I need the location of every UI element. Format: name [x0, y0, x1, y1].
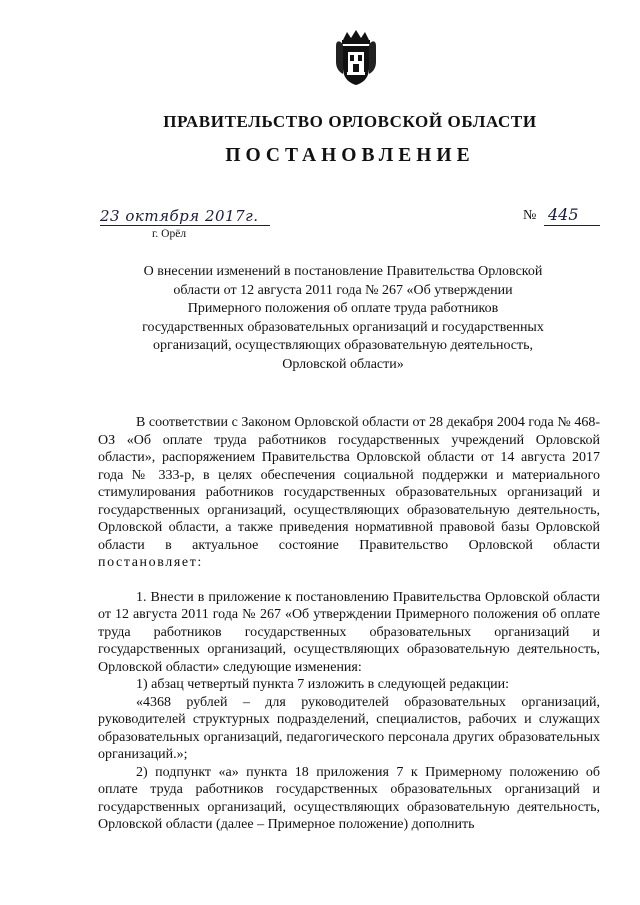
preamble-text: В соответствии с Законом Орловской области от 28 декабря 2004 года № 468-ОЗ «Об оплате труда работников государственных учреждений Орловской области», распоряжением Правительства Орловской области от 14 августа 2017 года № 333-р, в целях обеспечения социальной поддержки и материального стимулирования работников государственных образовательных организаций и государственных организаций, осуществляющих образовательную деятельность, Орловской области, а также приведения нормативной правовой базы Орловской области в актуальное состояние Правительство Орловской области	[98, 415, 600, 553]
date-underline	[100, 225, 270, 226]
item-1-paragraph: 1. Внести в приложение к постановлению Правительства Орловской области от 12 августа 2011 года № 267 «Об утверждении Примерного положения об оплате труда работников государственных образовательных организаций и государственных организаций, осуществляющих образовательную деятельность, Орловской области» следующие изменения:	[98, 589, 600, 675]
handwritten-number: 445	[548, 205, 579, 224]
preamble-paragraph	[98, 414, 600, 572]
orel-region-coat-of-arms-icon	[333, 28, 379, 86]
city-label: г. Орёл	[152, 228, 187, 240]
document-body	[98, 414, 600, 834]
quoted-text-paragraph: «4368 рублей – для руководителей образовательных организаций, руководителей структурных подразделений, специалистов, рабочих и служащих образовательных организаций, педагогического персонала других образовательных организаций.»;	[98, 694, 600, 762]
government-name: ПРАВИТЕЛЬСТВО ОРЛОВСКОЙ ОБЛАСТИ	[163, 112, 537, 131]
preamble-resolves: постановляет:	[98, 555, 203, 570]
document-type-title: ПОСТАНОВЛЕНИЕ	[225, 145, 475, 166]
sub-item-2-paragraph: 2) подпункт «а» пункта 18 приложения 7 к Примерному положению об оплате труда работников государственных образовательных организаций и государственных организаций, осуществляющих образовательную деятельность, Орловской области (далее – Примерное положение) дополнить	[98, 764, 600, 832]
number-label: №	[523, 208, 537, 223]
handwritten-date: 23 октября 2017г.	[100, 207, 259, 225]
sub-item-1-paragraph: 1) абзац четвертый пункта 7 изложить в следующей редакции:	[136, 677, 510, 692]
document-subject: О внесении изменений в постановление Правительства Орловской области от 12 августа 2011 года № 267 «Об утверждении Примерного положения об оплате труда работников государственных образовательных организаций и государственных организаций, осуществляющих образовательную деятельность, Орловской области»	[142, 264, 544, 372]
number-underline	[544, 225, 600, 226]
